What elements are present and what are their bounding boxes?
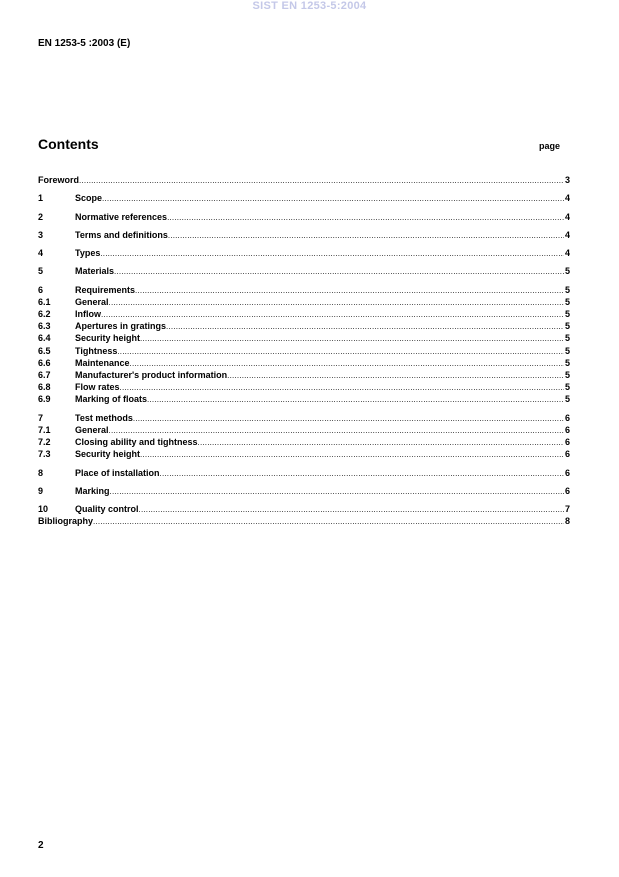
toc-entry-page: 5 xyxy=(564,394,570,405)
toc-entry-page: 8 xyxy=(564,516,570,527)
toc-entry-label: Inflow xyxy=(75,309,101,320)
toc-entry[interactable] xyxy=(38,247,570,259)
page-column-label: page xyxy=(539,141,561,151)
toc-entry[interactable] xyxy=(38,345,570,357)
toc-entry-number: 6.8 xyxy=(38,382,51,393)
toc-entry[interactable] xyxy=(38,211,570,223)
toc-dot-leader xyxy=(166,321,564,332)
toc-entry-number: 7.2 xyxy=(38,437,51,448)
toc-entry-page: 4 xyxy=(564,211,570,222)
toc-dot-leader xyxy=(167,212,564,223)
toc-entry-number: 6.3 xyxy=(38,321,51,332)
toc-entry-page: 5 xyxy=(564,333,570,344)
toc-entry-label: Manufacturer's product information xyxy=(75,370,228,380)
toc-entry[interactable] xyxy=(38,436,570,448)
toc-entry[interactable] xyxy=(38,332,570,344)
toc-entry-label: Place of installation xyxy=(75,467,160,478)
toc-entry-label: Apertures in gratings xyxy=(75,321,167,332)
toc-entry-page: 5 xyxy=(564,321,570,332)
toc-entry-number: 3 xyxy=(38,229,44,240)
toc-entry-label: General xyxy=(75,296,109,307)
toc-dot-leader xyxy=(109,297,564,308)
toc-dot-leader xyxy=(117,346,564,357)
toc-dot-leader xyxy=(110,486,564,497)
toc-entry[interactable] xyxy=(38,192,570,204)
toc-entry[interactable] xyxy=(38,412,570,424)
toc-entry-page: 3 xyxy=(564,175,570,185)
contents-title: Contents xyxy=(38,136,99,152)
toc-entry-label: Terms and definitions xyxy=(75,229,168,240)
toc-entry-number: 6.9 xyxy=(38,394,51,405)
toc-entry-label: Marking xyxy=(75,485,110,496)
toc-entry[interactable] xyxy=(38,357,570,369)
toc-dot-leader xyxy=(120,382,564,393)
toc-entry-number: 7.1 xyxy=(38,424,51,435)
toc-entry-page: 4 xyxy=(564,229,570,240)
toc-entry-page: 6 xyxy=(564,467,570,478)
toc-entry-label: Tightness xyxy=(75,345,118,356)
toc-entry-number: 5 xyxy=(38,266,44,277)
toc-entry-number: 6.2 xyxy=(38,309,51,320)
toc-dot-leader xyxy=(227,370,564,381)
toc-entry-number: 9 xyxy=(38,485,44,496)
toc-entry-label: Maintenance xyxy=(75,357,130,368)
toc-dot-leader xyxy=(130,358,564,369)
toc-dot-leader xyxy=(168,230,564,241)
toc-entry[interactable] xyxy=(38,320,570,332)
toc-dot-leader xyxy=(100,248,564,259)
toc-entry-label: Materials xyxy=(75,266,115,277)
toc-entry[interactable] xyxy=(38,424,570,436)
toc-entry-page: 6 xyxy=(564,424,570,435)
toc-entry-page: 5 xyxy=(564,370,570,380)
toc-entry[interactable] xyxy=(38,296,570,308)
toc-entry-page: 6 xyxy=(564,449,570,460)
toc-dot-leader xyxy=(160,468,564,479)
toc-entry-number: 1 xyxy=(38,193,44,204)
toc-entry-label: Foreword xyxy=(38,175,80,185)
toc-dot-leader xyxy=(147,394,564,405)
toc-entry[interactable] xyxy=(38,174,570,186)
toc-entry[interactable] xyxy=(38,485,570,497)
toc-entry-number: 8 xyxy=(38,467,44,478)
toc-entry-label: Security height xyxy=(75,449,141,460)
toc-entry-label: Test methods xyxy=(75,412,133,423)
table-of-contents xyxy=(38,174,570,527)
toc-entry-label: General xyxy=(75,424,109,435)
watermark: SIST EN 1253-5:2004 xyxy=(252,0,367,12)
toc-entry[interactable] xyxy=(38,229,570,241)
toc-entry[interactable] xyxy=(38,503,570,515)
toc-entry-number: 6.5 xyxy=(38,345,51,356)
toc-entry-number: 2 xyxy=(38,211,44,222)
toc-dot-leader xyxy=(79,175,564,186)
toc-entry-number: 6.7 xyxy=(38,370,51,380)
toc-entry-page: 5 xyxy=(564,382,570,393)
toc-dot-leader xyxy=(102,193,564,204)
toc-entry-label: Types xyxy=(75,248,101,259)
toc-entry-page: 4 xyxy=(564,193,570,204)
toc-entry-page: 5 xyxy=(564,309,570,320)
toc-entry-page: 5 xyxy=(564,284,570,295)
toc-entry-page: 6 xyxy=(564,437,570,448)
toc-entry-label: Normative references xyxy=(75,211,168,222)
page-number: 2 xyxy=(38,840,44,851)
toc-entry-page: 5 xyxy=(564,266,570,277)
toc-entry-number: 10 xyxy=(38,504,49,515)
toc-entry-label: Quality control xyxy=(75,504,139,515)
toc-entry-number: 7.3 xyxy=(38,449,51,460)
toc-entry-label: Security height xyxy=(75,333,141,344)
toc-entry-page: 5 xyxy=(564,357,570,368)
toc-dot-leader xyxy=(93,516,564,527)
toc-entry[interactable] xyxy=(38,467,570,479)
toc-dot-leader xyxy=(114,266,564,277)
toc-entry[interactable] xyxy=(38,265,570,277)
toc-dot-leader xyxy=(198,437,564,448)
toc-dot-leader xyxy=(133,413,564,424)
toc-entry[interactable] xyxy=(38,369,570,381)
toc-entry-page: 6 xyxy=(564,412,570,423)
toc-entry[interactable] xyxy=(38,515,570,527)
toc-entry-label: Marking of floats xyxy=(75,394,148,405)
toc-entry-label: Requirements xyxy=(75,284,136,295)
toc-entry[interactable] xyxy=(38,448,570,460)
toc-entry-number: 7 xyxy=(38,412,44,423)
toc-entry-label: Closing ability and tightness xyxy=(75,437,198,448)
document-id-header: EN 1253-5 :2003 (E) xyxy=(38,38,131,49)
toc-dot-leader xyxy=(135,285,564,296)
toc-entry[interactable] xyxy=(38,381,570,393)
toc-entry-label: Flow rates xyxy=(75,382,120,393)
toc-dot-leader xyxy=(140,333,564,344)
toc-entry[interactable] xyxy=(38,284,570,296)
toc-entry-number: 6 xyxy=(38,284,44,295)
toc-entry-page: 7 xyxy=(564,504,570,515)
toc-dot-leader xyxy=(101,309,564,320)
toc-entry-number: 4 xyxy=(38,248,44,259)
toc-dot-leader xyxy=(139,504,564,515)
toc-entry-label: Bibliography xyxy=(38,516,94,527)
toc-dot-leader xyxy=(109,425,564,436)
toc-entry[interactable] xyxy=(38,308,570,320)
toc-entry-number: 6.4 xyxy=(38,333,51,344)
toc-entry-number: 6.6 xyxy=(38,357,51,368)
toc-entry-page: 4 xyxy=(564,248,570,259)
toc-entry-number: 6.1 xyxy=(38,296,51,307)
toc-entry-page: 5 xyxy=(564,296,570,307)
toc-entry[interactable] xyxy=(38,393,570,405)
toc-dot-leader xyxy=(140,449,564,460)
toc-entry-page: 5 xyxy=(564,345,570,356)
toc-entry-label: Scope xyxy=(75,193,103,204)
toc-entry-page: 6 xyxy=(564,485,570,496)
